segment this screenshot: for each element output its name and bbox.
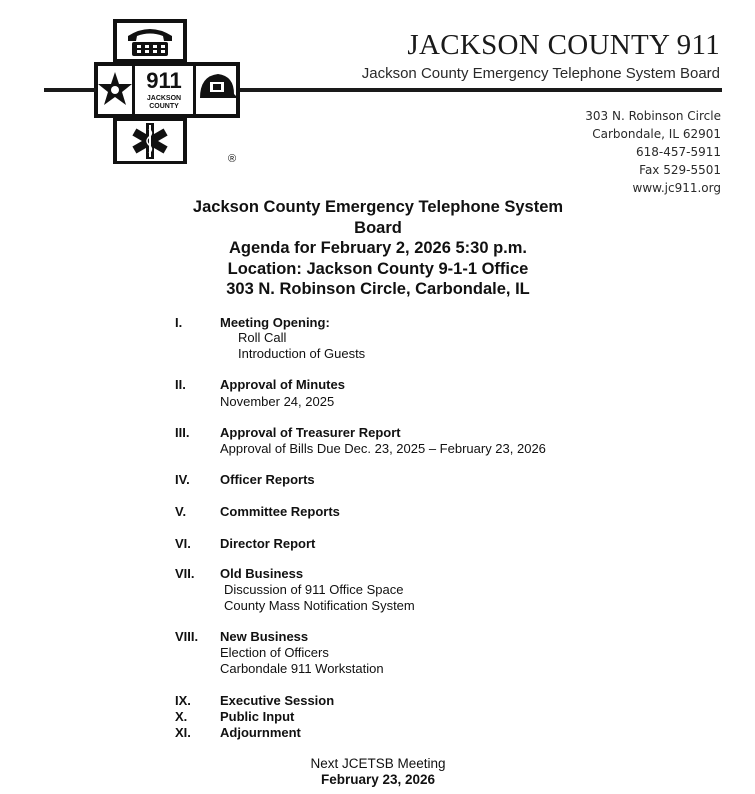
agenda-item-number: VI. [175, 536, 191, 551]
next-meeting-label: Next JCETSB Meeting [310, 756, 446, 771]
telephone-icon [128, 29, 172, 56]
headline-address: 303 N. Robinson Circle, Carbondale, IL [226, 280, 530, 298]
agenda-item-title: New Business [220, 629, 309, 644]
logo-911-text: 911 [146, 68, 182, 93]
agenda-item-number: VII. [175, 566, 195, 581]
next-meeting-date: February 23, 2026 [320, 772, 436, 787]
logo-county-text: COUNTY [149, 103, 179, 110]
agenda-subitem: November 24, 2025 [220, 394, 335, 409]
agenda-subitem: Carbondale 911 Workstation [220, 661, 384, 676]
registered-mark: ® [227, 153, 237, 165]
agenda-item-title: Public Input [220, 709, 295, 724]
agenda-subitem: Roll Call [238, 330, 287, 345]
agenda-item-title: Approval of Treasurer Report [220, 425, 401, 440]
agenda-item-title: Meeting Opening: [220, 315, 330, 330]
headline-date: Agenda for February 2, 2026 5:30 p.m. [228, 239, 528, 257]
agenda-headline [150, 197, 606, 300]
agenda-item-title: Director Report [220, 536, 316, 551]
agenda-item-number: V. [175, 504, 187, 519]
address-block [520, 107, 721, 197]
address-phone: 618-457-5911 [635, 145, 721, 159]
agenda-subitem: Discussion of 911 Office Space [224, 582, 404, 597]
agenda-item-number: I. [175, 315, 183, 330]
agenda-item-number: IX. [175, 693, 191, 708]
agenda-item-number: III. [175, 425, 190, 440]
agenda-item-title: Executive Session [220, 693, 335, 708]
logo-jackson-text: JACKSON [146, 95, 182, 102]
agenda-subitem: Approval of Bills Due Dec. 23, 2025 – February 23, 2026 [220, 441, 546, 456]
organization-title: JACKSON COUNTY 911 [407, 29, 720, 61]
agenda-item-number: X. [175, 709, 188, 724]
agenda-item-title: Old Business [220, 566, 304, 581]
address-website: www.jc911.org [632, 181, 721, 195]
agenda-item-number: XI. [175, 725, 191, 740]
agenda-item-number: VIII. [175, 629, 199, 644]
agenda-item-title: Approval of Minutes [220, 377, 345, 392]
address-fax: Fax 529-5501 [639, 163, 721, 177]
agenda-item-title: Committee Reports [220, 504, 340, 519]
headline-line-1: Jackson County Emergency Telephone System [192, 198, 564, 216]
agenda-item-title: Adjournment [220, 725, 301, 740]
address-city: Carbondale, IL 62901 [592, 127, 721, 141]
header-rule-left [44, 88, 96, 92]
organization-subtitle: Jackson County Emergency Telephone System Board [361, 65, 720, 82]
header-rule [240, 88, 722, 92]
agenda-subitem: Introduction of Guests [238, 346, 366, 361]
headline-line-2: Board [354, 218, 402, 237]
headline-location: Location: Jackson County 9-1-1 Office [227, 259, 529, 278]
address-street: 303 N. Robinson Circle [585, 109, 721, 123]
agenda-item-title: Officer Reports [220, 472, 315, 487]
agenda-subitem: County Mass Notification System [224, 598, 415, 613]
agenda-item-number: IV. [175, 472, 190, 487]
agenda-item-number: II. [175, 377, 186, 392]
agenda-subitem: Election of Officers [220, 645, 329, 660]
